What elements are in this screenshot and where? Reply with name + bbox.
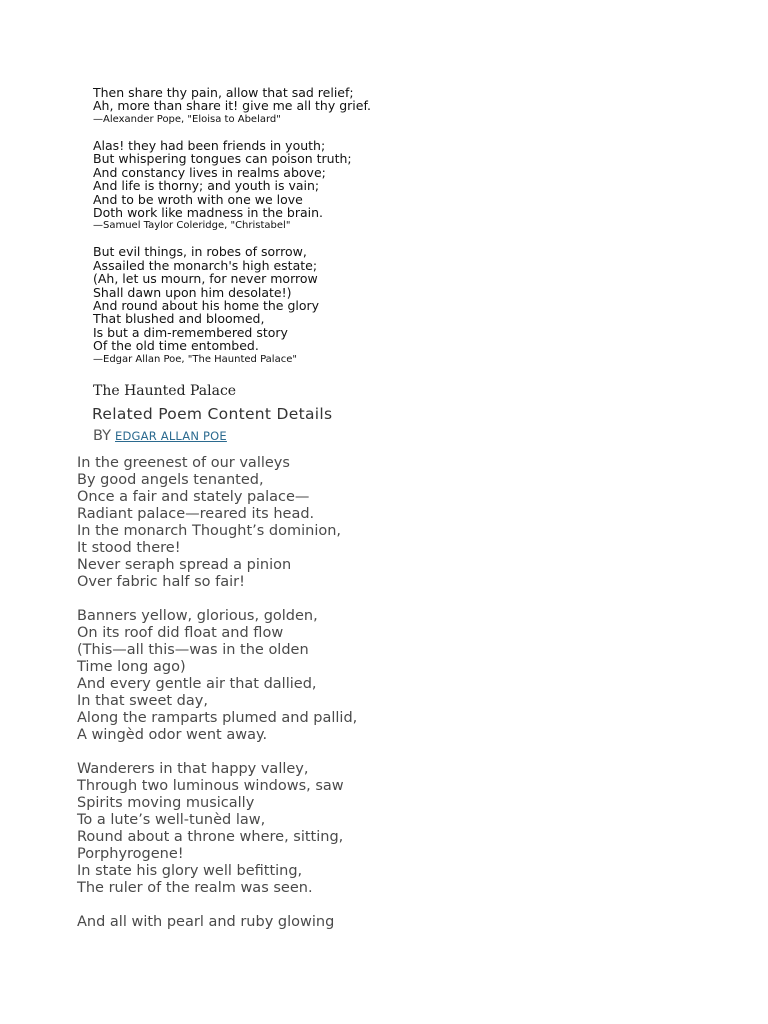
poem-line: Once a fair and stately palace— <box>77 489 310 505</box>
poem-line: By good angels tenanted, <box>77 472 264 488</box>
epigraph-line: (Ah, let us mourn, for never morrow <box>93 271 318 287</box>
epigraph-line: Assailed the monarch's high estate; <box>93 257 318 273</box>
epigraph-line: Is but a dim-remembered story <box>93 324 288 340</box>
poem-line: In that sweet day, <box>77 693 208 709</box>
poem-line: It stood there! <box>77 540 181 556</box>
poem-body <box>77 455 737 948</box>
epigraph-line: Shall dawn upon him desolate!) <box>93 284 292 300</box>
epigraph-1 <box>93 86 733 125</box>
stanza-1 <box>77 455 737 591</box>
author-link[interactable]: EDGAR ALLAN POE <box>115 429 227 443</box>
byline <box>93 428 227 444</box>
by-label: BY <box>93 428 112 444</box>
poem-line: Banners yellow, glorious, golden, <box>77 608 318 624</box>
epigraph-line: That blushed and bloomed, <box>93 311 265 327</box>
poem-line: Porphyrogene! <box>77 846 184 862</box>
poem-line: The ruler of the realm was seen. <box>77 880 313 896</box>
epigraph-line: And round about his home the glory <box>93 298 320 314</box>
epigraph-line: And constancy lives in realms above; <box>93 164 326 180</box>
epigraph-2 <box>93 139 733 232</box>
poem-line: A wingèd odor went away. <box>77 727 268 743</box>
poem-line: Round about a throne where, sitting, <box>77 829 344 845</box>
poem-line: Radiant palace—reared its head. <box>77 506 315 522</box>
epigraphs <box>93 86 733 379</box>
poem-line: Wanderers in that happy valley, <box>77 761 309 777</box>
epigraph-line: But evil things, in robes of sorrow, <box>93 244 307 260</box>
poem-line: Through two luminous windows, saw <box>77 778 344 794</box>
epigraph-line: Then share thy pain, allow that sad relief; <box>93 85 354 100</box>
epigraph-attribution: —Edgar Allan Poe, "The Haunted Palace" <box>93 353 297 365</box>
poem-line: In state his glory well befitting, <box>77 863 303 879</box>
poem-line: Along the ramparts plumed and pallid, <box>77 710 358 726</box>
epigraph-line: Of the old time entombed. <box>93 338 259 354</box>
poem-title: The Haunted Palace <box>93 383 237 399</box>
poem-line: And every gentle air that dallied, <box>77 676 317 692</box>
epigraph-line: And life is thorny; and youth is vain; <box>93 178 320 194</box>
poem-line: Time long ago) <box>77 659 186 675</box>
poem-line: On its roof did float and flow <box>77 625 284 641</box>
epigraph-line: But whispering tongues can poison truth; <box>93 151 352 167</box>
poem-line: Never seraph spread a pinion <box>77 557 292 573</box>
stanza-2 <box>77 608 737 744</box>
poem-line: Spirits moving musically <box>77 795 255 811</box>
poem-subtitle: Related Poem Content Details <box>92 405 333 423</box>
poem-line: And all with pearl and ruby glowing <box>77 914 335 930</box>
poem-line: (This—all this—was in the olden <box>77 642 309 658</box>
poem-line: In the greenest of our valleys <box>77 455 290 471</box>
poem-line: In the monarch Thought’s dominion, <box>77 523 342 539</box>
stanza-4 <box>77 914 737 931</box>
epigraph-line: Ah, more than share it! give me all thy grief. <box>93 98 371 114</box>
epigraph-line: Alas! they had been friends in youth; <box>93 137 326 153</box>
stanza-3 <box>77 761 737 897</box>
poem-line: Over fabric half so fair! <box>77 574 245 590</box>
poem-line: To a lute’s well-tunèd law, <box>77 812 266 828</box>
epigraph-attribution: —Alexander Pope, "Eloisa to Abelard" <box>93 113 281 125</box>
epigraph-line: Doth work like madness in the brain. <box>93 204 324 220</box>
epigraph-3 <box>93 245 733 365</box>
epigraph-line: And to be wroth with one we love <box>93 191 303 207</box>
epigraph-attribution: —Samuel Taylor Coleridge, "Christabel" <box>93 220 291 232</box>
